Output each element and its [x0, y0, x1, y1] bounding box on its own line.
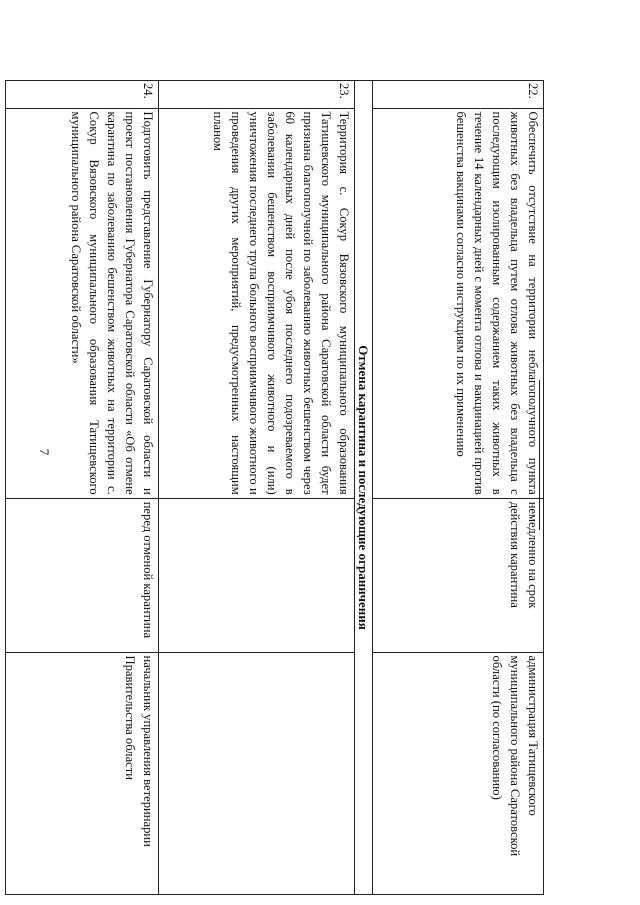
action-cell: Обеспечить отсутствие на территории неблагополучного пункта животных без владельца путем отлова животных без владельца с последующим изолированным содержанием таких животных в течение 14 календарных дней с момента отлова и вакцинацией против бешенства вакцинами согласно инструкциям по их применению [373, 108, 544, 498]
responsible-cell [6, 652, 159, 894]
row-number: 24. [6, 81, 159, 109]
responsible-line-1 [139, 656, 157, 891]
responsible-cell: администрация Татищевского муниципального района Саратовской области (по согласованию) [373, 652, 544, 894]
responsible-cell [159, 652, 355, 894]
section-heading: Отмена карантина и последующие ограничения [355, 81, 373, 895]
action-cell: Территория с. Сокур Вязовского муниципального образования Татищевского муниципального района Саратовской области будет признана благополучной по заболеванию животных бешенством через 60 календарных дней после убоя последнего подозреваемого в заболевании бешенством восприимчивого животного и (или) уничтожения последнего трупа больного восприимчивого животного и проведения других мероприятий, предусмотренных настоящим планом [159, 108, 355, 498]
responsible-part-1: начальник управления ветеринарии [141, 655, 155, 847]
table-row [6, 81, 159, 895]
responsible-part-2: Правительства области [123, 655, 137, 781]
term-cell: перед отменой карантина [6, 498, 159, 652]
section-heading-row [355, 81, 373, 895]
action-cell: Подготовить представление Губернатору Саратовской области и проект постановления Губернатора Саратовской области «Об отмене карантина по заболеванию бешенством животных на территории с. Сокур Вязовского муниципального образования Татищевского муниципального района Саратовской области» [6, 108, 159, 498]
table-row [373, 81, 544, 895]
table-row [159, 81, 355, 895]
row-number: 23. [159, 81, 355, 109]
rotated-table-container [4, 80, 544, 895]
row-number: 22. [373, 81, 544, 109]
term-cell: немедленно на срок действия карантина [373, 498, 544, 652]
plan-table [5, 80, 544, 895]
term-cell [159, 498, 355, 652]
page-number: 7 [37, 448, 52, 456]
